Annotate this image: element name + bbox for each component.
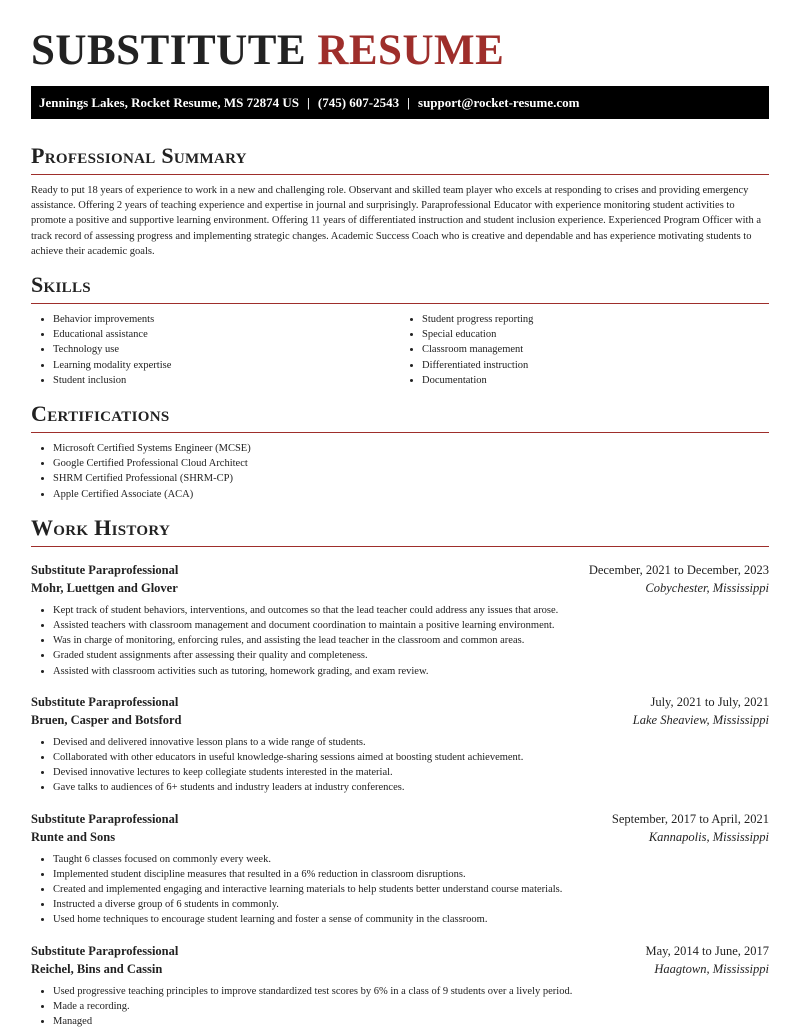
job-location: Cobychester, Mississippi — [645, 580, 769, 595]
title-part2: RESUME — [317, 27, 505, 74]
contact-bar — [31, 86, 769, 119]
skills-heading: Skills — [31, 272, 769, 304]
job-bullet: • Used home techniques to encourage student learning and foster a sense of community in the classroom. — [53, 912, 769, 927]
contact-email: support@rocket-resume.com — [418, 95, 580, 110]
job-location: Haagtown, Mississippi — [654, 961, 769, 976]
job-bullet: • Devised and delivered innovative lesson plans to a wide range of students. — [53, 735, 769, 750]
job-bullet: • Made a recording. — [53, 999, 769, 1014]
job-location: Kannapolis, Mississippi — [648, 829, 769, 844]
job-bullet: • Graded student assignments after assessing their quality and completeness. — [53, 648, 769, 663]
job-bullet: • Created and implemented engaging and interactive learning materials to help students better understand course materials. — [53, 882, 769, 897]
jobs-list — [31, 561, 769, 1029]
contact-separator: | — [407, 95, 411, 110]
skill-item: • Differentiated instruction — [422, 358, 769, 373]
job-bullets — [31, 603, 769, 679]
job-company: Bruen, Casper and Botsford — [31, 712, 182, 727]
job-bullet: • Used progressive teaching principles to improve standardized test scores by 6% in a class of 9 students over a lively period. — [53, 984, 769, 999]
job-entry — [31, 561, 769, 679]
job-bullet: • Collaborated with other educators in useful knowledge-sharing sessions aimed at boosting student achievement. — [53, 750, 769, 765]
skill-item: • Student progress reporting — [422, 312, 769, 327]
certification-item: • Apple Certified Associate (ACA) — [53, 487, 769, 502]
skills-grid — [31, 304, 769, 388]
certification-item: • SHRM Certified Professional (SHRM-CP) — [53, 471, 769, 486]
skills-left-list — [31, 312, 400, 388]
job-bullet: • Assisted with classroom activities such as tutoring, homework grading, and exam review. — [53, 664, 769, 679]
job-title: Substitute Paraprofessional — [31, 562, 179, 577]
skill-item: • Educational assistance — [53, 327, 400, 342]
skills-right-list — [400, 312, 769, 388]
job-dates: December, 2021 to December, 2023 — [588, 562, 769, 577]
job-company-row — [31, 960, 769, 978]
certifications-section — [31, 401, 769, 502]
job-bullet: • Implemented student discipline measures that resulted in a 6% reduction in classroom disruptions. — [53, 867, 769, 882]
job-dates: July, 2021 to July, 2021 — [650, 694, 769, 709]
job-header-row — [31, 942, 769, 960]
skill-item: • Classroom management — [422, 342, 769, 357]
job-bullet: • Managed — [53, 1014, 769, 1029]
work-history-section — [31, 515, 769, 1029]
job-bullet: • Gave talks to audiences of 6+ students and industry leaders at industry conferences. — [53, 780, 769, 795]
contact-phone: (745) 607-2543 — [317, 95, 400, 110]
title-part1: SUBSTITUTE — [31, 27, 307, 74]
page-title — [31, 28, 769, 74]
job-bullet: • Kept track of student behaviors, interventions, and outcomes so that the lead teacher could address any issues that arose. — [53, 603, 769, 618]
job-title: Substitute Paraprofessional — [31, 694, 179, 709]
work-history-heading: Work History — [31, 515, 769, 547]
job-header-row — [31, 561, 769, 579]
job-company: Reichel, Bins and Cassin — [31, 961, 163, 976]
job-bullets — [31, 735, 769, 796]
job-entry — [31, 810, 769, 928]
job-bullets — [31, 984, 769, 1030]
job-bullet: • Instructed a diverse group of 6 students in commonly. — [53, 897, 769, 912]
contact-address: Jennings Lakes, Rocket Resume, MS 72874 US — [39, 95, 300, 110]
contact-separator: | — [307, 95, 310, 110]
job-title: Substitute Paraprofessional — [31, 943, 179, 958]
certifications-heading: Certifications — [31, 401, 769, 433]
certifications-list — [31, 441, 769, 502]
skill-item: • Behavior improvements — [53, 312, 400, 327]
job-company: Mohr, Luettgen and Glover — [31, 580, 178, 595]
job-location: Lake Sheaview, Mississippi — [632, 712, 769, 727]
job-bullet: • Was in charge of monitoring, enforcing rules, and assisting the lead teacher in the classroom and common areas. — [53, 633, 769, 648]
skill-item: • Documentation — [422, 373, 769, 388]
certification-item: • Google Certified Professional Cloud Architect — [53, 456, 769, 471]
job-dates: May, 2014 to June, 2017 — [645, 943, 769, 958]
skill-item: • Student inclusion — [53, 373, 400, 388]
job-company-row — [31, 711, 769, 729]
summary-heading: Professional Summary — [31, 143, 769, 175]
summary-section — [31, 143, 769, 259]
summary-text: Ready to put 18 years of experience to work in a new and challenging role. Observant and skilled team player who excels at responding to crises and providing emergency assistance. Offering 2 years of teaching experience and expertise in journal and surprisingly. Paraprofessional Educator with experience monitoring student activities to promote a positive and supportive learning environment. Offering 11 years of differentiated instruction and student inclusion experience. Experienced Program Officer with a track record of assessing progress and implementing strategic changes. Academic Success Coach who is creative and dependable and has experience motivating students to achieve their academic goals. — [31, 185, 762, 257]
job-entry — [31, 942, 769, 1030]
skills-section — [31, 272, 769, 388]
job-header-row — [31, 810, 769, 828]
job-bullet: • Devised innovative lectures to keep collegiate students interested in the material. — [53, 765, 769, 780]
job-company-row — [31, 579, 769, 597]
job-header-row — [31, 693, 769, 711]
skill-item: • Learning modality expertise — [53, 358, 400, 373]
job-bullet: • Assisted teachers with classroom management and document coordination to maintain a positive learning environment. — [53, 618, 769, 633]
skill-item: • Technology use — [53, 342, 400, 357]
job-title: Substitute Paraprofessional — [31, 811, 179, 826]
skill-item: • Special education — [422, 327, 769, 342]
certification-item: • Microsoft Certified Systems Engineer (MCSE) — [53, 441, 769, 456]
job-entry — [31, 693, 769, 796]
job-company: Runte and Sons — [31, 829, 116, 844]
job-dates: September, 2017 to April, 2021 — [611, 811, 769, 826]
job-company-row — [31, 828, 769, 846]
job-bullet: • Taught 6 classes focused on commonly every week. — [53, 852, 769, 867]
job-bullets — [31, 852, 769, 928]
